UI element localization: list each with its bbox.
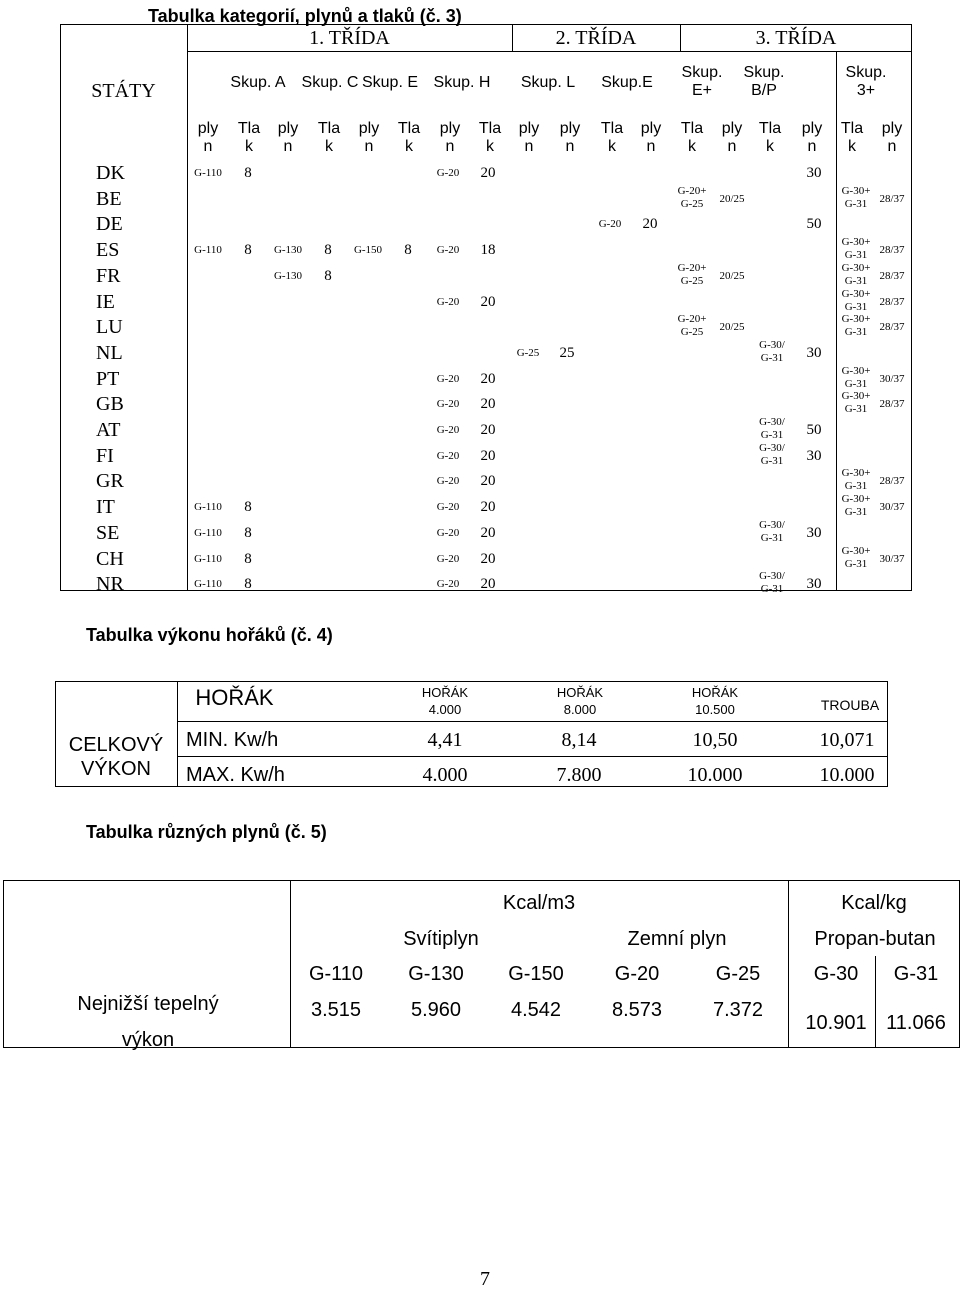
sub-header: ply n	[518, 120, 540, 155]
gas-header: G-25	[715, 963, 761, 985]
heat-value: 10.901	[805, 1012, 867, 1034]
pressure-cell: 20	[480, 396, 496, 413]
pressure-cell: 20	[480, 550, 496, 567]
pressure-cell: 18	[480, 242, 496, 259]
sub-header: ply n	[640, 120, 662, 155]
class-1-header: 1. TŘÍDA	[309, 27, 390, 49]
gas-cell: G-30+ G-31	[841, 184, 871, 210]
gas-cell: G-150	[353, 244, 383, 257]
sub-header: ply n	[358, 120, 380, 155]
pressure-cell: 20/25	[719, 192, 745, 205]
country-code: GR	[96, 470, 124, 493]
group-header: Skup. C	[301, 74, 359, 91]
country-code: BE	[96, 187, 122, 210]
min-value: 8,14	[561, 729, 597, 751]
pressure-cell: 30/37	[879, 501, 905, 514]
class-3-header: 3. TŘÍDA	[755, 27, 837, 49]
class-2-header: 2. TŘÍDA	[555, 27, 637, 49]
pressure-cell: 30	[806, 165, 822, 181]
col-header-trouba: TROUBA	[820, 697, 880, 713]
group-header: Skup. H	[433, 74, 491, 91]
pressure-cell: 28/37	[879, 295, 905, 308]
country-code: NR	[96, 573, 124, 596]
gas-cell: G-110	[194, 552, 222, 565]
pressure-cell: 8	[244, 499, 252, 516]
pressure-cell: 8	[404, 242, 412, 259]
pressure-cell: 8	[244, 242, 252, 259]
pressure-cell: 20	[480, 165, 496, 181]
country-code: ES	[96, 239, 120, 262]
max-value: 7.800	[556, 764, 602, 786]
pressure-cell: 30	[806, 344, 822, 361]
group-svitiplyn: Svítiplyn	[403, 928, 479, 950]
gas-cell: G-20	[436, 526, 460, 539]
gas-cell: G-30/ G-31	[759, 570, 785, 596]
sub-header: Tla k	[478, 120, 502, 155]
pressure-cell: 20/25	[719, 269, 745, 282]
gas-cell: G-20+ G-25	[677, 261, 707, 287]
pressure-cell: 20	[480, 370, 496, 387]
pressure-cell: 30	[806, 447, 822, 464]
heat-value: 8.573	[611, 999, 663, 1021]
heat-value: 3.515	[310, 999, 362, 1021]
table4-title: Tabulka výkonu hořáků (č. 4)	[86, 625, 333, 645]
group-header: Skup. L	[520, 74, 576, 91]
country-code: AT	[96, 419, 121, 441]
gas-cell: G-110	[194, 526, 222, 539]
min-value: 10,071	[819, 729, 875, 751]
pressure-cell: 50	[806, 422, 822, 438]
pressure-cell: 8	[324, 267, 332, 284]
pressure-cell: 28/37	[879, 321, 905, 334]
gas-cell: G-130	[273, 269, 303, 282]
gas-cell: G-30+ G-31	[841, 236, 871, 262]
gas-cell: G-20	[436, 501, 460, 514]
group-header: Skup. 3+	[845, 64, 887, 99]
col-header-10500: HOŘÁK 10.500	[691, 685, 739, 717]
gas-cell: G-20+ G-25	[677, 184, 707, 210]
gas-cell: G-20	[436, 295, 460, 308]
gas-cell: G-30+ G-31	[841, 364, 871, 390]
gas-cell: G-30+ G-31	[841, 467, 871, 493]
gas-cell: G-20	[436, 398, 460, 411]
country-code: GB	[96, 393, 124, 416]
pressure-cell: 30/37	[879, 552, 905, 565]
pressure-cell: 20	[480, 293, 496, 310]
gas-cell: G-110	[194, 578, 222, 591]
country-code: LU	[96, 316, 123, 339]
gas-cell: G-20	[436, 449, 460, 462]
gas-cell: G-130	[273, 244, 303, 257]
sub-header: ply n	[721, 120, 743, 155]
gas-cell: G-20	[436, 244, 460, 257]
sub-header: ply n	[801, 120, 823, 155]
pressure-cell: 50	[806, 216, 822, 233]
pressure-cell: 8	[324, 242, 332, 259]
max-label: MAX. Kw/h	[186, 764, 285, 786]
gas-cell: G-110	[194, 167, 222, 179]
gas-header: G-20	[614, 963, 660, 985]
pressure-cell: 28/37	[879, 269, 905, 282]
table3-title: Tabulka kategorií, plynů a tlaků (č. 3)	[148, 6, 462, 26]
gas-cell: G-20	[436, 424, 460, 436]
sub-header: ply n	[881, 120, 903, 155]
group-propan-butan: Propan-butan	[814, 928, 936, 950]
min-label: MIN. Kw/h	[186, 729, 279, 751]
heat-value: 4.542	[510, 999, 562, 1021]
divider	[177, 756, 888, 757]
min-value: 10,50	[692, 729, 738, 751]
divider	[187, 51, 912, 52]
pressure-cell: 28/37	[879, 244, 905, 257]
sub-header: Tla k	[680, 120, 704, 155]
country-code: DK	[96, 162, 125, 184]
group-header: Skup. E	[361, 74, 419, 91]
gas-cell: G-20	[436, 167, 460, 179]
max-value: 10.000	[687, 764, 743, 786]
max-value: 10.000	[819, 764, 875, 786]
gas-cell: G-20	[598, 218, 622, 231]
country-code: CH	[96, 547, 124, 570]
sub-header: Tla k	[840, 120, 864, 155]
divider	[177, 721, 888, 722]
page-number: 7	[480, 1268, 490, 1290]
pressure-cell: 20	[480, 422, 496, 438]
sub-header: Tla k	[237, 120, 261, 155]
heat-value: 7.372	[712, 999, 764, 1021]
unit-kcal-kg: Kcal/kg	[841, 892, 907, 914]
country-code: PT	[96, 367, 120, 390]
gas-header: G-110	[308, 963, 364, 985]
pressure-cell: 20	[480, 576, 496, 593]
group-zemni-plyn: Zemní plyn	[627, 928, 727, 950]
sub-header: Tla k	[600, 120, 624, 155]
gas-header: G-130	[408, 963, 464, 985]
pressure-cell: 8	[244, 550, 252, 567]
gas-header: G-150	[508, 963, 564, 985]
gas-cell: G-25	[516, 346, 540, 359]
country-code: SE	[96, 521, 120, 544]
sub-header: Tla k	[758, 120, 782, 155]
gas-header: G-31	[893, 963, 939, 985]
gas-cell: G-20+ G-25	[677, 313, 707, 339]
unit-kcal-m3: Kcal/m3	[502, 892, 576, 914]
max-value: 4.000	[422, 764, 468, 786]
pressure-cell: 8	[244, 576, 252, 593]
sub-header: ply n	[559, 120, 581, 155]
group-header: Skup.E	[601, 74, 653, 91]
gas-cell: G-30/ G-31	[759, 416, 785, 441]
heat-value: 11.066	[886, 1012, 946, 1034]
min-value: 4,41	[427, 729, 463, 751]
pressure-cell: 28/37	[879, 192, 905, 205]
sub-header: ply n	[277, 120, 299, 155]
pressure-cell: 30/37	[879, 372, 905, 385]
country-code: DE	[96, 213, 123, 236]
pressure-cell: 20	[642, 216, 658, 233]
pressure-cell: 8	[244, 165, 252, 181]
gas-cell: G-30+ G-31	[841, 287, 871, 313]
gas-cell: G-110	[194, 501, 222, 514]
gas-cell: G-30/ G-31	[759, 338, 785, 364]
burner-header: HOŘÁK	[195, 685, 274, 710]
sub-header: Tla k	[317, 120, 341, 155]
gas-cell: G-20	[436, 552, 460, 565]
pressure-cell: 30	[806, 524, 822, 541]
gas-cell: G-30+ G-31	[841, 313, 871, 339]
gas-cell: G-20	[436, 578, 460, 591]
gas-cell: G-30+ G-31	[841, 493, 871, 519]
country-code: FR	[96, 264, 121, 287]
gas-cell: G-20	[436, 475, 460, 488]
group-header: Skup. B/P	[743, 64, 785, 99]
gas-cell: G-30/ G-31	[759, 518, 785, 544]
gas-category-table	[60, 24, 912, 596]
pressure-cell: 20	[480, 524, 496, 541]
sub-header: ply n	[197, 120, 219, 155]
sub-header: ply n	[439, 120, 461, 155]
country-code: NL	[96, 341, 123, 364]
country-code: IT	[96, 496, 115, 519]
group-header: Skup. A	[230, 74, 286, 91]
pressure-cell: 20/25	[719, 321, 745, 334]
pressure-cell: 25	[559, 344, 575, 361]
col-header-4000: HOŘÁK 4.000	[421, 685, 469, 717]
gas-cell: G-30+ G-31	[841, 390, 871, 416]
sub-header: Tla k	[397, 120, 421, 155]
pressure-cell: 20	[480, 473, 496, 490]
pressure-cell: 20	[480, 499, 496, 516]
pressure-cell: 8	[244, 524, 252, 541]
col-header-8000: HOŘÁK 8.000	[556, 685, 604, 717]
pressure-cell: 20	[480, 447, 496, 464]
gas-cell: G-30+ G-31	[841, 261, 871, 287]
pressure-cell: 30	[806, 576, 822, 593]
gas-cell: G-30+ G-31	[841, 544, 871, 570]
heat-value: 5.960	[410, 999, 462, 1021]
country-code: FI	[96, 444, 114, 467]
table5-title: Tabulka různých plynů (č. 5)	[86, 822, 327, 842]
gases-table	[3, 880, 960, 1051]
burner-output-table	[55, 681, 888, 787]
states-header: STÁTY	[91, 80, 156, 102]
pressure-cell: 28/37	[879, 398, 905, 411]
group-header: Skup. E+	[681, 64, 723, 99]
pressure-cell: 28/37	[879, 475, 905, 488]
gas-header: G-30	[813, 963, 859, 985]
lowest-heat-output-label: Nejnižší tepelný výkon	[77, 993, 219, 1051]
gas-cell: G-20	[436, 372, 460, 385]
gas-cell: G-30/ G-31	[759, 441, 785, 467]
gas-cell: G-110	[194, 244, 222, 257]
country-code: IE	[96, 290, 115, 313]
total-output-label: CELKOVÝ VÝKON	[68, 734, 164, 780]
